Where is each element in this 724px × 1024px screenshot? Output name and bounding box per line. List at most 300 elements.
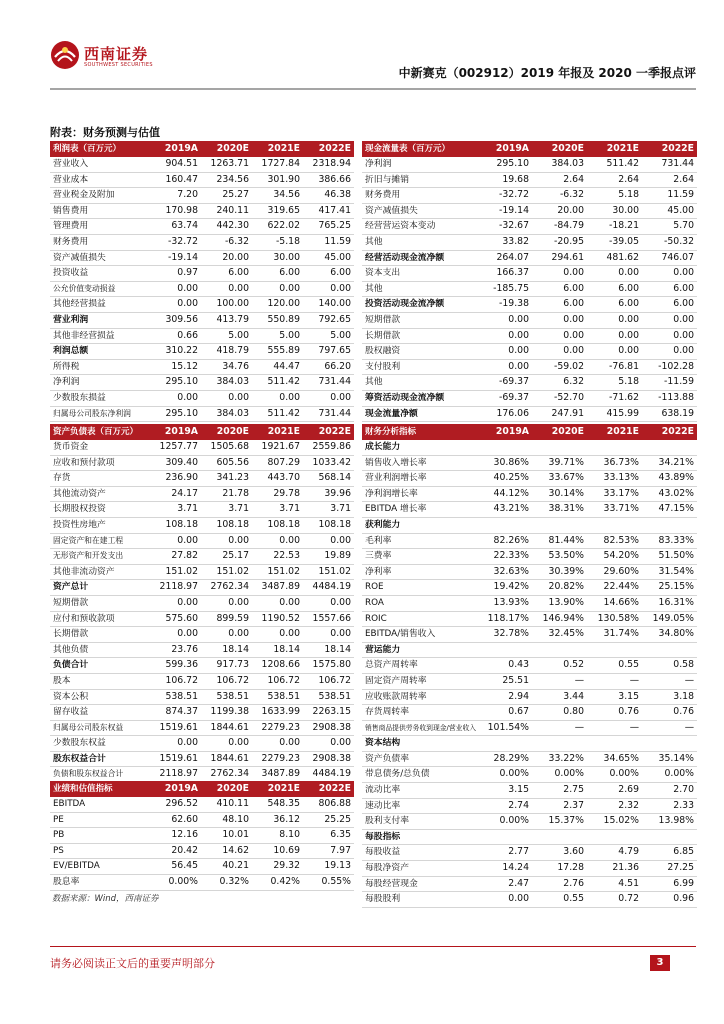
header-year-cell: 2021E <box>587 141 642 157</box>
row-label-cell: 留存收益 <box>50 705 150 721</box>
value-cell: 106.72 <box>303 673 354 689</box>
value-cell: 21.36 <box>587 861 642 877</box>
table-row <box>50 157 354 172</box>
value-cell: 32.78% <box>477 627 532 643</box>
value-cell: 3.15 <box>587 689 642 705</box>
table-row <box>362 297 697 313</box>
row-label-cell: 短期借款 <box>362 312 477 328</box>
value-cell: 5.00 <box>252 328 303 344</box>
value-cell: 0.00 <box>252 736 303 752</box>
value-cell: 13.98% <box>642 814 697 830</box>
header-year-cell: 2019A <box>150 424 201 440</box>
cashflow-statement-table <box>362 141 697 422</box>
table-row <box>50 828 354 844</box>
table-row <box>50 188 354 204</box>
value-cell: 0.00 <box>532 312 587 328</box>
table-row <box>50 720 354 736</box>
table-row <box>50 455 354 471</box>
header-year-cell: 2021E <box>252 424 303 440</box>
value-cell: 17.28 <box>532 861 587 877</box>
row-label-cell: 筹资活动现金流净额 <box>362 390 477 406</box>
value-cell: 120.00 <box>252 297 303 313</box>
value-cell <box>587 642 642 658</box>
income-statement-table <box>50 141 354 422</box>
table-row <box>50 549 354 565</box>
value-cell: 31.54% <box>642 564 697 580</box>
value-cell: — <box>532 673 587 689</box>
valuation-table <box>50 781 354 891</box>
row-label-cell: 存货 <box>50 471 150 487</box>
table-row <box>362 328 697 344</box>
header-label-cell: 财务分析指标 <box>362 424 477 440</box>
value-cell: 30.86% <box>477 455 532 471</box>
row-label-cell: 股本 <box>50 673 150 689</box>
table-header-row <box>50 424 354 440</box>
row-label-cell: 总资产周转率 <box>362 658 477 674</box>
row-label-cell: 短期借款 <box>50 595 150 611</box>
value-cell: 44.12% <box>477 486 532 502</box>
table-row <box>362 829 697 845</box>
value-cell: 27.25 <box>642 861 697 877</box>
row-label-cell: 支付股利 <box>362 359 477 375</box>
value-cell: 2.75 <box>532 783 587 799</box>
table-row <box>362 892 697 908</box>
row-label-cell: ROE <box>362 580 477 596</box>
value-cell: 29.78 <box>252 486 303 502</box>
row-label-cell: 归属母公司股东权益 <box>50 720 150 736</box>
row-label-cell: 净利率 <box>362 564 477 580</box>
table-row <box>362 549 697 565</box>
value-cell: 568.14 <box>303 471 354 487</box>
row-label-cell: 销售费用 <box>50 203 150 219</box>
value-cell: 2.64 <box>532 172 587 188</box>
value-cell: -50.32 <box>642 234 697 250</box>
row-label-cell: 投资收益 <box>50 266 150 282</box>
logo-english-name: SOUTHWEST SECURITIES <box>84 62 153 68</box>
value-cell <box>642 642 697 658</box>
row-label-cell: PB <box>50 828 150 844</box>
table-row <box>362 720 697 736</box>
value-cell: 0.00% <box>532 767 587 783</box>
value-cell: 14.62 <box>201 843 252 859</box>
value-cell: 30.14% <box>532 486 587 502</box>
table-row <box>362 580 697 596</box>
row-label-cell: 经营营运资本变动 <box>362 219 477 235</box>
table-row <box>50 359 354 375</box>
value-cell: 0.00 <box>150 297 201 313</box>
row-label-cell: 流动比率 <box>362 783 477 799</box>
row-label-cell: 归属母公司股东净利润 <box>50 406 150 422</box>
value-cell: 5.70 <box>642 219 697 235</box>
data-source-note: 数据来源：Wind，西南证券 <box>52 894 159 904</box>
value-cell: 146.94% <box>532 611 587 627</box>
header-label-cell: 资产负债表（百万元） <box>50 424 150 440</box>
header-year-cell: 2020E <box>201 424 252 440</box>
row-label-cell: 其他非经营损益 <box>50 328 150 344</box>
value-cell: 2.94 <box>477 689 532 705</box>
row-label-cell: 其他非流动资产 <box>50 564 150 580</box>
value-cell: 27.82 <box>150 549 201 565</box>
value-cell: 309.40 <box>150 455 201 471</box>
table-row <box>50 705 354 721</box>
value-cell: 0.00 <box>642 328 697 344</box>
value-cell: 1575.80 <box>303 658 354 674</box>
row-label-cell: 股利支付率 <box>362 814 477 830</box>
value-cell: 45.00 <box>303 250 354 266</box>
header-year-cell: 2021E <box>252 781 303 797</box>
table-row <box>362 517 697 533</box>
value-cell: 151.02 <box>201 564 252 580</box>
value-cell: 6.00 <box>532 281 587 297</box>
value-cell: 442.30 <box>201 219 252 235</box>
logo-chinese-name: 西南证券 <box>84 45 149 63</box>
value-cell: 384.03 <box>532 157 587 172</box>
table-row <box>50 843 354 859</box>
header-year-cell: 2019A <box>150 141 201 157</box>
value-cell: 0.00 <box>477 892 532 908</box>
value-cell: 1257.77 <box>150 440 201 455</box>
value-cell: 160.47 <box>150 172 201 188</box>
value-cell: 731.44 <box>303 375 354 391</box>
value-cell: 6.00 <box>587 297 642 313</box>
value-cell: 5.18 <box>587 375 642 391</box>
value-cell: 6.00 <box>532 297 587 313</box>
value-cell: 47.15% <box>642 502 697 518</box>
value-cell: 0.00 <box>303 533 354 549</box>
value-cell: 1519.61 <box>150 720 201 736</box>
value-cell: 106.72 <box>201 673 252 689</box>
value-cell: 1190.52 <box>252 611 303 627</box>
value-cell: 538.51 <box>150 689 201 705</box>
table-header-row <box>50 781 354 797</box>
row-label-cell: 股东权益合计 <box>50 751 150 767</box>
row-label-cell: EBITDA <box>50 797 150 812</box>
row-label-cell: 投资活动现金流净额 <box>362 297 477 313</box>
table-row <box>362 611 697 627</box>
value-cell: 2.64 <box>587 172 642 188</box>
value-cell: 151.02 <box>303 564 354 580</box>
row-label-cell: 负债合计 <box>50 658 150 674</box>
table-row <box>362 188 697 204</box>
value-cell: 605.56 <box>201 455 252 471</box>
value-cell: 0.00 <box>201 736 252 752</box>
row-label-cell: 三费率 <box>362 549 477 565</box>
table-row <box>50 250 354 266</box>
value-cell: 82.26% <box>477 533 532 549</box>
value-cell: 28.29% <box>477 751 532 767</box>
header-label-cell: 业绩和估值指标 <box>50 781 150 797</box>
value-cell: 874.37 <box>150 705 201 721</box>
value-cell: 0.00 <box>201 595 252 611</box>
value-cell: 108.18 <box>303 517 354 533</box>
value-cell: 2.69 <box>587 783 642 799</box>
header-year-cell: 2022E <box>642 141 697 157</box>
value-cell: -59.02 <box>532 359 587 375</box>
value-cell: 176.06 <box>477 406 532 422</box>
value-cell: 622.02 <box>252 219 303 235</box>
value-cell: 301.90 <box>252 172 303 188</box>
value-cell: 33.17% <box>587 486 642 502</box>
value-cell: 765.25 <box>303 219 354 235</box>
row-label-cell: 每股股利 <box>362 892 477 908</box>
value-cell: 19.13 <box>303 859 354 875</box>
value-cell <box>477 829 532 845</box>
value-cell: 166.37 <box>477 266 532 282</box>
value-cell: 806.88 <box>303 797 354 812</box>
value-cell: 20.00 <box>532 203 587 219</box>
header-year-cell: 2020E <box>532 141 587 157</box>
row-label-cell: 获利能力 <box>362 517 477 533</box>
value-cell: 0.96 <box>642 892 697 908</box>
value-cell: 295.10 <box>477 157 532 172</box>
row-label-cell: 固定资产周转率 <box>362 673 477 689</box>
value-cell: 48.10 <box>201 812 252 828</box>
value-cell: 11.59 <box>642 188 697 204</box>
row-label-cell: 其他负债 <box>50 642 150 658</box>
row-label-cell: 其他 <box>362 281 477 297</box>
value-cell: 1557.66 <box>303 611 354 627</box>
value-cell: 22.44% <box>587 580 642 596</box>
value-cell: 106.72 <box>252 673 303 689</box>
table-row <box>362 751 697 767</box>
value-cell: 0.43 <box>477 658 532 674</box>
table-row <box>50 390 354 406</box>
table-row <box>50 673 354 689</box>
row-label-cell: PE <box>50 812 150 828</box>
value-cell: 10.01 <box>201 828 252 844</box>
value-cell: 0.00 <box>303 390 354 406</box>
table-row <box>50 375 354 391</box>
value-cell: 295.10 <box>150 406 201 422</box>
balance-sheet-table <box>50 424 354 783</box>
value-cell: 0.00 <box>303 281 354 297</box>
value-cell <box>532 829 587 845</box>
table-row <box>362 814 697 830</box>
table-row <box>50 736 354 752</box>
value-cell: -71.62 <box>587 390 642 406</box>
row-label-cell: 净利润 <box>50 375 150 391</box>
table-row <box>50 874 354 890</box>
row-label-cell: 资产减值损失 <box>50 250 150 266</box>
value-cell: -19.38 <box>477 297 532 313</box>
value-cell: 3.44 <box>532 689 587 705</box>
header-year-cell: 2019A <box>150 781 201 797</box>
value-cell: 1633.99 <box>252 705 303 721</box>
value-cell <box>587 517 642 533</box>
value-cell: 22.53 <box>252 549 303 565</box>
row-label-cell: 净利润增长率 <box>362 486 477 502</box>
value-cell: -6.32 <box>201 234 252 250</box>
value-cell: 3.18 <box>642 689 697 705</box>
table-row <box>50 797 354 812</box>
table-row <box>362 390 697 406</box>
value-cell: 6.99 <box>642 876 697 892</box>
value-cell: 0.52 <box>532 658 587 674</box>
value-cell: 0.97 <box>150 266 201 282</box>
value-cell: 32.45% <box>532 627 587 643</box>
page-header <box>0 0 724 96</box>
value-cell: 34.76 <box>201 359 252 375</box>
table-row <box>50 297 354 313</box>
value-cell <box>532 440 587 455</box>
value-cell: 797.65 <box>303 344 354 360</box>
value-cell: 30.00 <box>252 250 303 266</box>
value-cell: 18.14 <box>303 642 354 658</box>
row-label-cell: 每股经营现金 <box>362 876 477 892</box>
value-cell: 100.00 <box>201 297 252 313</box>
value-cell: 413.79 <box>201 312 252 328</box>
value-cell: 746.07 <box>642 250 697 266</box>
row-label-cell: 营业利润增长率 <box>362 471 477 487</box>
row-label-cell: 营业税金及附加 <box>50 188 150 204</box>
value-cell: — <box>532 720 587 736</box>
table-header-row <box>362 141 697 157</box>
page-number: 3 <box>650 955 670 971</box>
value-cell: 6.00 <box>587 281 642 297</box>
value-cell: 0.42% <box>252 874 303 890</box>
value-cell: 83.33% <box>642 533 697 549</box>
value-cell: 443.70 <box>252 471 303 487</box>
value-cell: 34.65% <box>587 751 642 767</box>
value-cell: 1505.68 <box>201 440 252 455</box>
value-cell: 1208.66 <box>252 658 303 674</box>
table-row <box>50 234 354 250</box>
value-cell: 13.93% <box>477 595 532 611</box>
value-cell: 0.00 <box>532 266 587 282</box>
appendix-title: 附表：财务预测与估值 <box>50 126 160 139</box>
value-cell: 106.72 <box>150 673 201 689</box>
value-cell: 0.00% <box>477 814 532 830</box>
value-cell: 81.44% <box>532 533 587 549</box>
value-cell: -113.88 <box>642 390 697 406</box>
value-cell: 63.74 <box>150 219 201 235</box>
value-cell: -19.14 <box>150 250 201 266</box>
value-cell: 0.00 <box>587 344 642 360</box>
value-cell: 0.00 <box>252 281 303 297</box>
table-row <box>50 627 354 643</box>
value-cell: 0.00 <box>587 312 642 328</box>
header-year-cell: 2020E <box>532 424 587 440</box>
header-divider <box>50 88 696 90</box>
row-label-cell: 财务费用 <box>362 188 477 204</box>
value-cell: 15.12 <box>150 359 201 375</box>
value-cell: -32.72 <box>477 188 532 204</box>
value-cell: 36.12 <box>252 812 303 828</box>
row-label-cell: 无形资产和开发支出 <box>50 549 150 565</box>
row-label-cell: PS <box>50 843 150 859</box>
value-cell: -69.37 <box>477 375 532 391</box>
value-cell: 0.00 <box>252 390 303 406</box>
value-cell: 904.51 <box>150 157 201 172</box>
table-row <box>50 172 354 188</box>
table-row <box>362 172 697 188</box>
row-label-cell: 资本公积 <box>50 689 150 705</box>
value-cell: 56.45 <box>150 859 201 875</box>
value-cell <box>642 736 697 752</box>
row-label-cell: 长期借款 <box>362 328 477 344</box>
value-cell: 3.71 <box>201 502 252 518</box>
value-cell: 34.56 <box>252 188 303 204</box>
value-cell: 0.00 <box>642 266 697 282</box>
table-row <box>362 219 697 235</box>
value-cell: 792.65 <box>303 312 354 328</box>
row-label-cell: 每股净资产 <box>362 861 477 877</box>
value-cell: 45.00 <box>642 203 697 219</box>
value-cell: 2.37 <box>532 798 587 814</box>
table-row <box>50 440 354 455</box>
value-cell: 295.10 <box>150 375 201 391</box>
table-row <box>362 344 697 360</box>
value-cell: 20.42 <box>150 843 201 859</box>
value-cell: 5.00 <box>201 328 252 344</box>
row-label-cell: 负债和股东权益合计 <box>50 767 150 783</box>
row-label-cell: 营业成本 <box>50 172 150 188</box>
value-cell: 44.47 <box>252 359 303 375</box>
row-label-cell: 应收账款周转率 <box>362 689 477 705</box>
value-cell: 0.00 <box>303 736 354 752</box>
value-cell: -102.28 <box>642 359 697 375</box>
table-row <box>362 798 697 814</box>
value-cell: 538.51 <box>201 689 252 705</box>
value-cell: 108.18 <box>252 517 303 533</box>
value-cell: 0.00 <box>150 390 201 406</box>
value-cell: 6.85 <box>642 845 697 861</box>
value-cell: 32.63% <box>477 564 532 580</box>
value-cell: 296.52 <box>150 797 201 812</box>
row-label-cell: 带息债务/总负债 <box>362 767 477 783</box>
table-row <box>362 455 697 471</box>
value-cell: 21.78 <box>201 486 252 502</box>
row-label-cell: 其他 <box>362 234 477 250</box>
value-cell: -18.21 <box>587 219 642 235</box>
value-cell: 38.31% <box>532 502 587 518</box>
value-cell: 550.89 <box>252 312 303 328</box>
value-cell: 236.90 <box>150 471 201 487</box>
table-row <box>50 502 354 518</box>
value-cell: 19.89 <box>303 549 354 565</box>
value-cell: 0.72 <box>587 892 642 908</box>
value-cell: 341.23 <box>201 471 252 487</box>
table-row <box>362 502 697 518</box>
value-cell: 417.41 <box>303 203 354 219</box>
value-cell: 19.42% <box>477 580 532 596</box>
table-row <box>362 203 697 219</box>
row-label-cell: 股权融资 <box>362 344 477 360</box>
value-cell: 29.60% <box>587 564 642 580</box>
company-logo <box>50 40 160 74</box>
value-cell: 62.60 <box>150 812 201 828</box>
value-cell: 0.00 <box>642 344 697 360</box>
table-row <box>50 658 354 674</box>
value-cell: 294.61 <box>532 250 587 266</box>
value-cell: 1844.61 <box>201 751 252 767</box>
value-cell: 25.15% <box>642 580 697 596</box>
value-cell: 20.82% <box>532 580 587 596</box>
table-row <box>50 812 354 828</box>
table-row <box>362 845 697 861</box>
table-row <box>50 580 354 596</box>
table-row <box>362 250 697 266</box>
value-cell <box>642 517 697 533</box>
table-row <box>50 595 354 611</box>
value-cell: -32.67 <box>477 219 532 235</box>
value-cell: 36.73% <box>587 455 642 471</box>
value-cell: -52.70 <box>532 390 587 406</box>
table-row <box>50 642 354 658</box>
value-cell: 4484.19 <box>303 580 354 596</box>
value-cell: 2279.23 <box>252 751 303 767</box>
table-row <box>362 595 697 611</box>
